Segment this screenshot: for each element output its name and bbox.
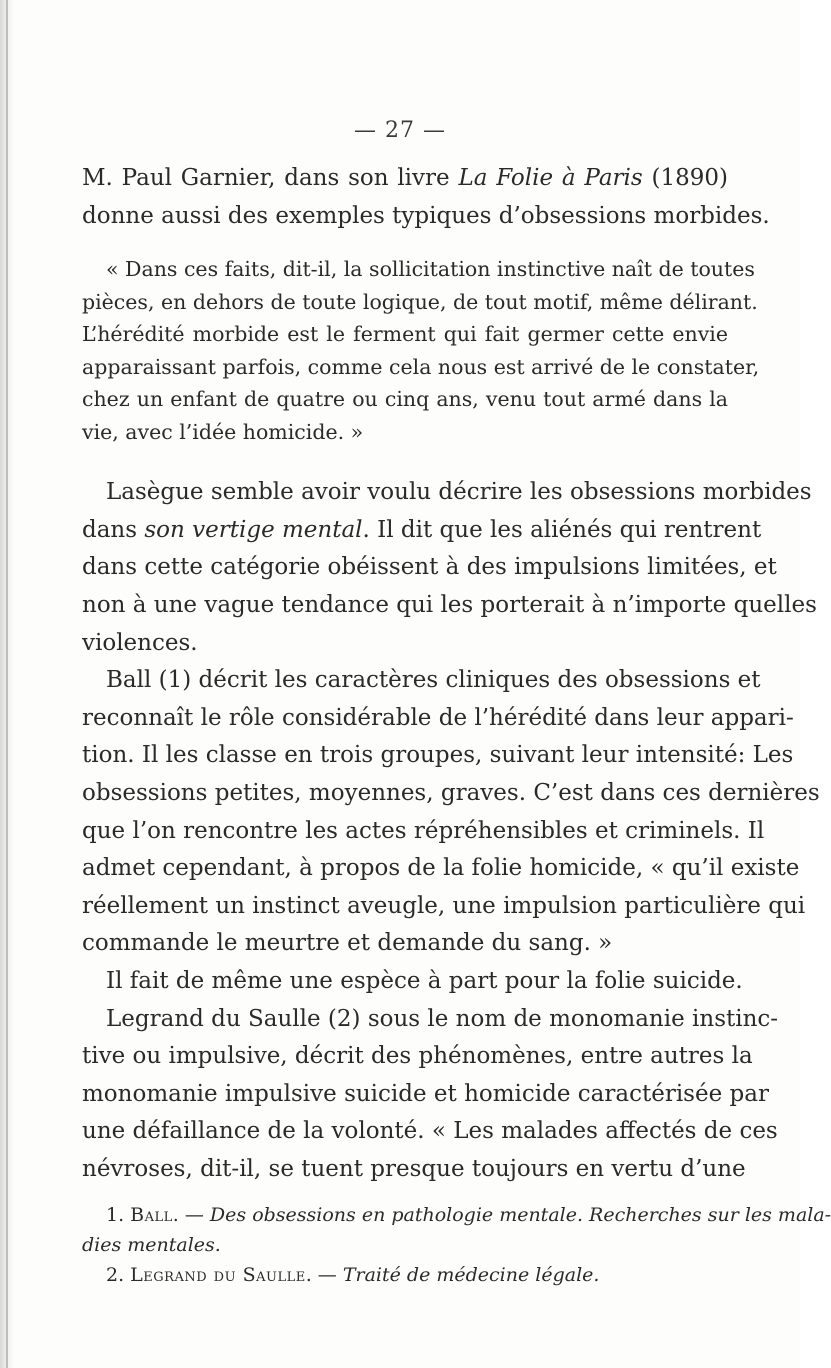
paragraph-2-line-3: dans cette catégorie obéissent à des impulsions limitées, et — [82, 554, 777, 581]
quote-line-1: « Dans ces faits, dit-il, la sollicitation instinctive naît de toutes — [106, 257, 755, 282]
quote-line-2: pièces, en dehors de toute logique, de tout motif, même délirant. — [82, 289, 758, 314]
quote-line-3: L’hérédité morbide est le ferment qui fait germer cette envie — [82, 322, 728, 347]
book-title-la-folie-a-paris: La Folie à Paris — [458, 165, 643, 191]
binding-shadow-line — [6, 0, 8, 1368]
page-number: — 27 — — [354, 118, 446, 143]
paragraph-2-line-4: non à une vague tendance qui les porterait à n’importe quelles — [82, 591, 817, 618]
quote-line-6: vie, avec l’idée homicide. » — [82, 419, 364, 444]
paragraph-3-line-3: tion. Il les classe en trois groupes, suivant leur intensité: Les — [82, 742, 794, 769]
paragraph-2-line-1: Lasègue semble avoir voulu décrire les obsessions morbides — [106, 479, 812, 506]
paragraph-5-line-4: une défaillance de la volonté. « Les malades affectés de ces — [82, 1118, 778, 1145]
footnote-1-line-2: dies mentales. — [82, 1234, 221, 1257]
paragraph-3-line-8: commande le meurtre et demande du sang. » — [82, 930, 613, 957]
footnote-2: 2. Legrand du Saulle. — Traité de médecine légale. — [106, 1264, 600, 1287]
paragraph-3-line-6: admet cependant, à propos de la folie homicide, « qu’il existe — [82, 855, 800, 882]
paragraph-2-line-5: violences. — [82, 629, 198, 656]
paragraph-3-line-7: réellement un instinct aveugle, une impulsion particulière qui — [82, 892, 806, 919]
paragraph-2-line-2: dans son vertige mental. Il dit que les aliénés qui rentrent — [82, 516, 762, 543]
paragraph-4-line-1: Il fait de même une espèce à part pour la folie suicide. — [106, 967, 743, 994]
footnote-1-author: Ball — [130, 1204, 173, 1227]
paragraph-3-line-2: reconnaît le rôle considérable de l’hérédité dans leur appari- — [82, 704, 794, 731]
quote-line-5: chez un enfant de quatre ou cinq ans, venu tout armé dans la — [82, 387, 728, 412]
paragraph-1-line-1: M. Paul Garnier, dans son livre La Folie à Paris (1890) — [82, 165, 728, 191]
paragraph-5-line-1: Legrand du Saulle (2) sous le nom de monomanie instinc- — [106, 1005, 779, 1032]
work-title-vertige-mental: son vertige mental — [144, 516, 363, 543]
body-text — [82, 160, 831, 1290]
paragraph-5-line-5: névroses, dit-il, se tuent presque toujours en vertu d’une — [82, 1155, 746, 1182]
quote-line-4: apparaissant parfois, comme cela nous est arrivé de le constater, — [82, 354, 760, 379]
paragraph-5-line-3: monomanie impulsive suicide et homicide caractérisée par — [82, 1080, 769, 1107]
paragraph-3-line-5: que l’on rencontre les actes répréhensibles et criminels. Il — [82, 817, 765, 844]
paragraph-1-line-2: donne aussi des exemples typiques d’obsessions morbides. — [82, 202, 770, 229]
paragraph-5-line-2: tive ou impulsive, décrit des phénomènes, entre autres la — [82, 1043, 753, 1070]
paragraph-3-line-4: obsessions petites, moyennes, graves. C’est dans ces dernières — [82, 779, 820, 806]
footnote-1-line-1: 1. Ball. — Des obsessions en pathologie mentale. Recherches sur les mala- — [106, 1204, 831, 1227]
footnote-2-author: Legrand du Saulle — [130, 1264, 306, 1287]
paragraph-3-line-1: Ball (1) décrit les caractères cliniques des obsessions et — [106, 667, 761, 694]
